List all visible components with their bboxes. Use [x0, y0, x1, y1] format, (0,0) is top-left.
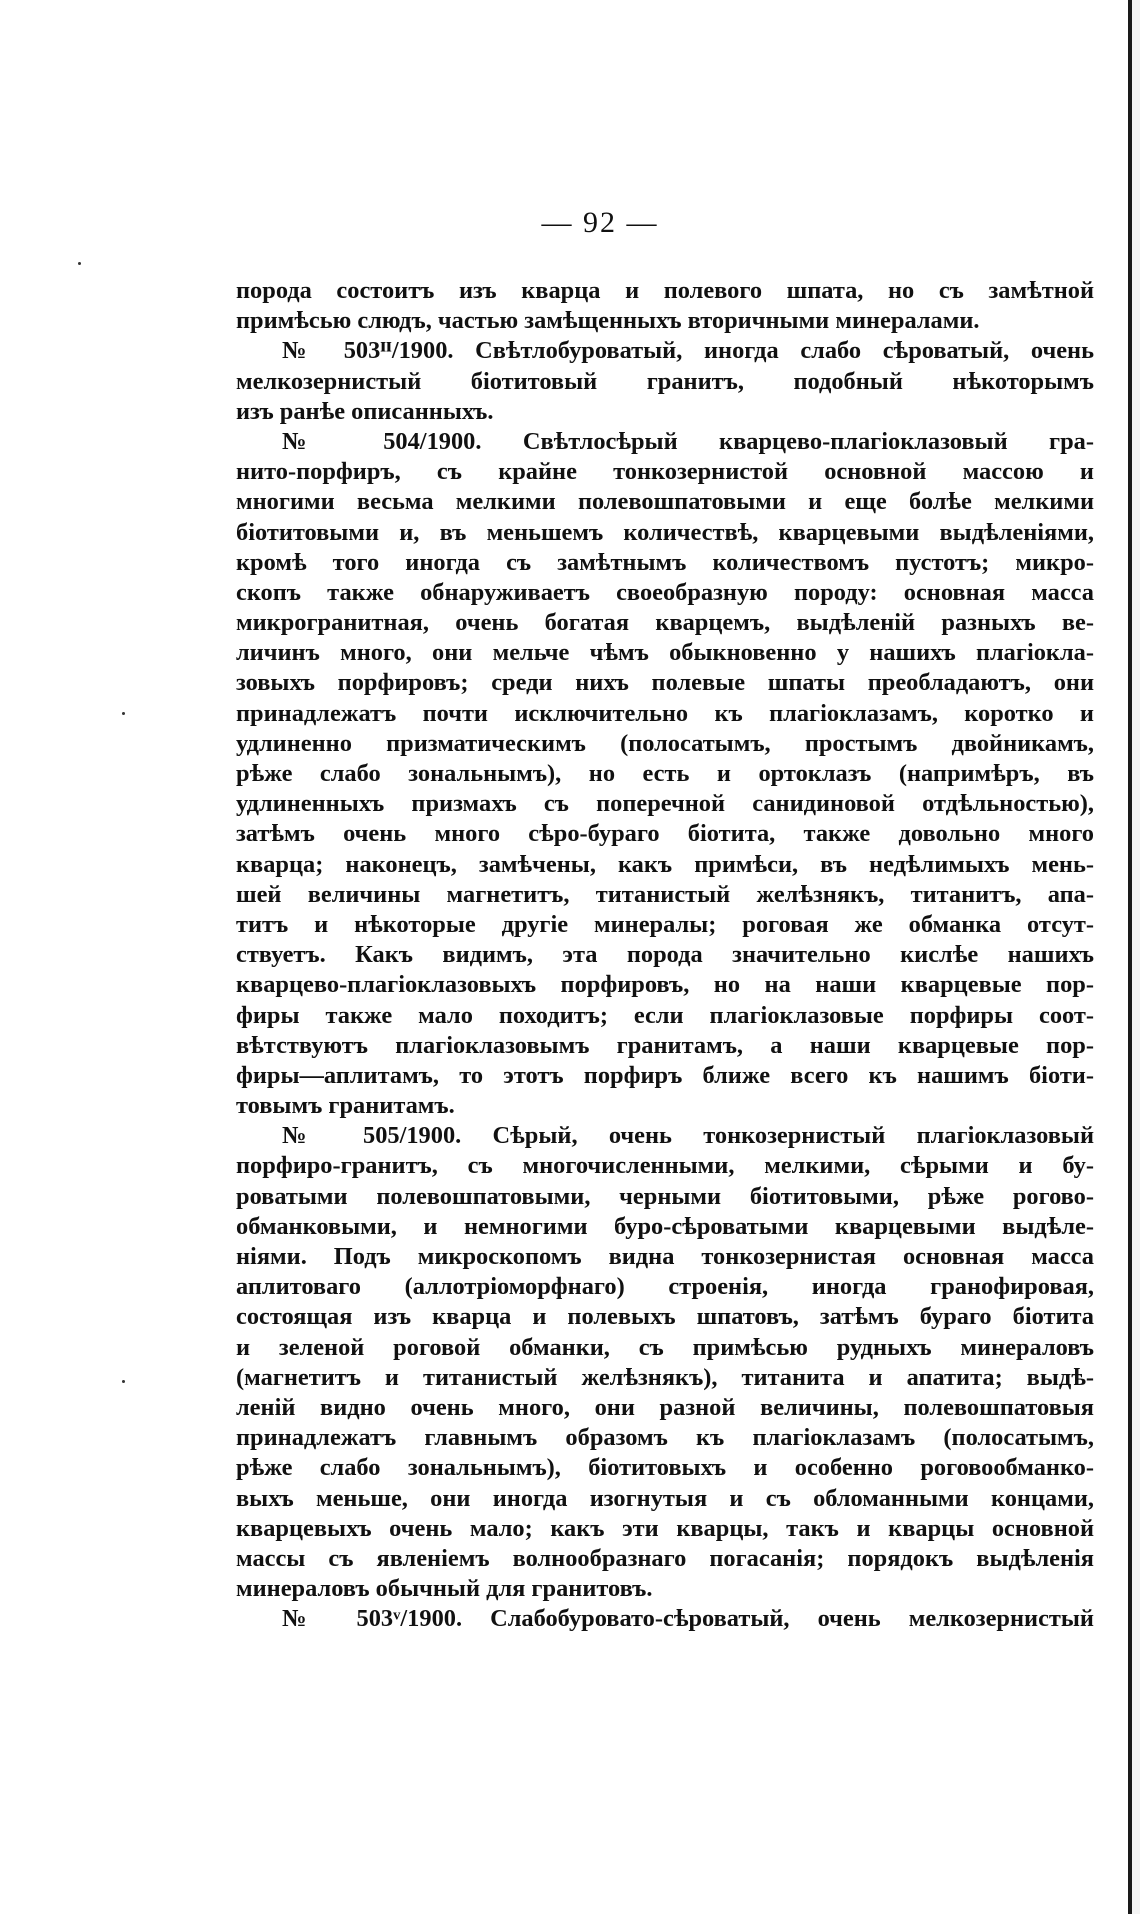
text-line: принадлежатъ почти исключительно къ плагіоклазамъ, коротко и: [236, 699, 1094, 727]
text-line: минераловъ обычный для гранитовъ.: [236, 1575, 653, 1603]
text-line: кромѣ того иногда съ замѣтнымъ количествомъ пустотъ; микро-: [236, 548, 1094, 576]
text-line: принадлежатъ главнымъ образомъ къ плагіоклазамъ (полосатымъ,: [236, 1424, 1094, 1452]
text-line: многими весьма мелкими полевошпатовыми и еще болѣе мелкими: [236, 488, 1094, 516]
text-line: массы съ явленіемъ волнообразнаго погасанія; порядокъ выдѣленія: [236, 1544, 1094, 1572]
text-line: вѣтствуютъ плагіоклазовымъ гранитамъ, а наши кварцевые пор-: [236, 1031, 1094, 1059]
text-line: удлиненно призматическимъ (полосатымъ, простымъ двойникамъ,: [236, 729, 1094, 757]
text-line: порода состоитъ изъ кварца и полевого шпата, но съ замѣтной: [236, 277, 1094, 304]
text-line: ствуетъ. Какъ видимъ, эта порода значительно кислѣе нашихъ: [236, 941, 1094, 969]
text-line: товымъ гранитамъ.: [236, 1092, 455, 1120]
text-line: скопъ также обнаруживаетъ своеобразную породу: основная масса: [236, 578, 1094, 606]
body-text: [236, 276, 1094, 1634]
text-line: ніями. Подъ микроскопомъ видна тонкозернистая основная масса: [236, 1243, 1094, 1270]
text-line: № 504/1900. Свѣтлосѣрый кварцево-плагіоклазовый гра-: [282, 427, 1094, 455]
text-line: состоящая изъ кварца и полевыхъ шпатовъ, затѣмъ бураго біотита: [236, 1303, 1094, 1331]
text-line: № 503ᵛ/1900. Слабобуровато-сѣроватый, очень мелкозернистый: [282, 1605, 1094, 1633]
text-line: порфиро-гранитъ, съ многочисленными, мелкими, сѣрыми и бу-: [236, 1152, 1094, 1180]
scan-speck: [122, 1380, 125, 1383]
text-line: выхъ меньше, они иногда изогнутыя и съ обломанными концами,: [236, 1484, 1094, 1512]
text-line: біотитовыми и, въ меньшемъ количествѣ, кварцевыми выдѣленіями,: [236, 518, 1094, 546]
text-line: микрогранитная, очень богатая кварцемъ, выдѣленій разныхъ ве-: [236, 609, 1094, 637]
text-line: кварцево-плагіоклазовыхъ порфировъ, но на наши кварцевые пор-: [236, 971, 1094, 999]
text-line: кварца; наконецъ, замѣчены, какъ примѣси, въ недѣлимыхъ мень-: [236, 850, 1094, 878]
page-number-text: — 92 —: [541, 206, 659, 239]
text-line: примѣсью слюдъ, частью замѣщенныхъ вторичными минералами.: [236, 307, 980, 335]
text-line: титъ и нѣкоторые другіе минералы; роговая же обманка отсут-: [236, 910, 1094, 938]
text-line: личинъ много, они мельче чѣмъ обыкновенно у нашихъ плагіокла-: [236, 639, 1094, 667]
text-line: удлиненныхъ призмахъ съ поперечной санидиновой отдѣльностью),: [236, 790, 1094, 818]
text-line: фиры—аплитамъ, то этотъ порфиръ ближе всего къ нашимъ біоти-: [236, 1061, 1094, 1089]
text-line: рѣже слабо зональнымъ), біотитовыхъ и особенно роговообманко-: [236, 1454, 1094, 1482]
text-line: мелкозернистый біотитовый гранитъ, подобный нѣкоторымъ: [236, 367, 1094, 395]
scan-speck: [122, 712, 125, 715]
scan-speck: [78, 262, 81, 265]
page-edge-shadow: [1132, 0, 1140, 1914]
text-line: леній видно очень много, они разной величины, полевошпатовыя: [236, 1393, 1094, 1421]
text-line: и зеленой роговой обманки, съ примѣсью рудныхъ минераловъ: [236, 1333, 1094, 1361]
text-line: нито-порфиръ, съ крайне тонкозернистой основной массою и: [236, 458, 1094, 486]
page-number: [0, 206, 1140, 240]
text-line: шей величины магнетитъ, титанистый желѣзнякъ, титанитъ, апа-: [236, 880, 1094, 908]
text-line: аплитоваго (аллотріоморфнаго) строенія, иногда гранофировая,: [236, 1273, 1094, 1301]
text-line: фиры также мало походитъ; если плагіоклазовые порфиры соот-: [236, 1001, 1094, 1029]
text-line: затѣмъ очень много сѣро-бураго біотита, также довольно много: [236, 820, 1094, 848]
text-line: № 505/1900. Сѣрый, очень тонкозернистый плагіоклазовый: [282, 1122, 1094, 1150]
page-edge-line: [1128, 0, 1132, 1914]
text-line: (магнетитъ и титанистый желѣзнякъ), титанита и апатита; выдѣ-: [236, 1363, 1094, 1391]
text-line: роватыми полевошпатовыми, черными біотитовыми, рѣже рогово-: [236, 1182, 1094, 1210]
text-line: № 503ᴵᴵ/1900. Свѣтлобуроватый, иногда слабо сѣроватый, очень: [282, 337, 1094, 365]
text-line: обманковыми, и немногими буро-сѣроватыми кварцевыми выдѣле-: [236, 1212, 1094, 1240]
text-line: кварцевыхъ очень мало; какъ эти кварцы, такъ и кварцы основной: [236, 1514, 1094, 1542]
text-line: зовыхъ порфировъ; среди нихъ полевые шпаты преобладаютъ, они: [236, 669, 1094, 697]
text-line: изъ ранѣе описанныхъ.: [236, 397, 494, 425]
text-line: рѣже слабо зональнымъ), но есть и ортоклазъ (напримѣръ, въ: [236, 760, 1094, 787]
